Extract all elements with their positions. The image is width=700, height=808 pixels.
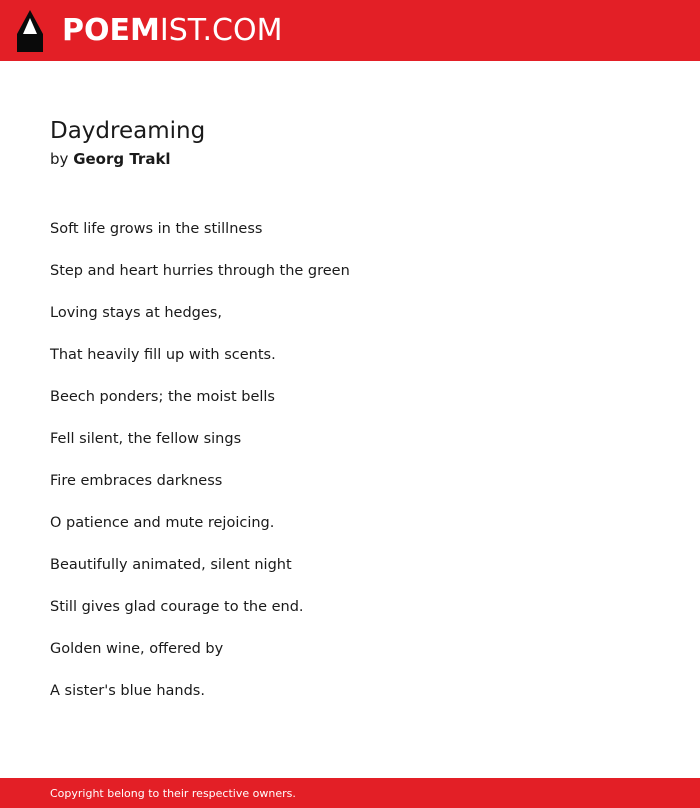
byline-label: by — [50, 150, 69, 168]
logo-wordmark-bold: POEM — [62, 13, 160, 48]
poem-line: Still gives glad courage to the end. — [50, 599, 304, 615]
poem-line: O patience and mute rejoicing. — [50, 515, 275, 531]
poem-line: Fell silent, the fellow sings — [50, 431, 242, 447]
logo-wordmark-light: IST.COM — [159, 13, 283, 48]
site-logo-link[interactable] — [17, 9, 282, 53]
poem-line: Loving stays at hedges, — [50, 305, 222, 321]
poem-line: Beech ponders; the moist bells — [50, 389, 275, 405]
site-footer — [0, 778, 700, 808]
poem-byline — [50, 149, 171, 169]
pencil-tip-icon — [17, 10, 43, 52]
poem-line: Beautifully animated, silent night — [50, 557, 292, 573]
poem-line: Golden wine, offered by — [50, 641, 224, 657]
site-header — [0, 0, 700, 61]
poem-line: Step and heart hurries through the green — [50, 263, 350, 279]
poem-body — [50, 218, 350, 722]
poem-title: Daydreaming — [50, 118, 206, 144]
poem-line: Fire embraces darkness — [50, 473, 223, 489]
poem-line: Soft life grows in the stillness — [50, 221, 263, 237]
poem-line: That heavily fill up with scents. — [50, 347, 276, 363]
poem-author: Georg Trakl — [73, 150, 171, 168]
logo-wordmark — [62, 13, 283, 48]
poem-line: A sister's blue hands. — [50, 683, 205, 699]
copyright-notice: Copyright belong to their respective owners. — [50, 787, 296, 800]
